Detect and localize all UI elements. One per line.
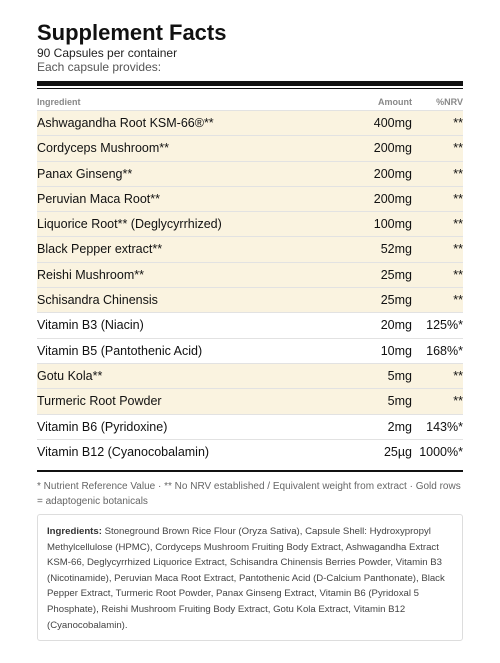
amount-cell: 25mg — [380, 267, 412, 282]
amount-cell: 25µg — [383, 444, 412, 459]
amount-cell: 200mg — [373, 191, 412, 206]
ingredient-cell: Vitamin B5 (Pantothenic Acid) — [37, 343, 203, 358]
nrv-cell: ** — [453, 191, 463, 206]
nrv-cell: 1000%* — [419, 444, 463, 459]
amount-cell: 5mg — [387, 368, 412, 383]
amount-cell: 200mg — [373, 141, 412, 156]
nrv-cell: 168%* — [426, 343, 463, 358]
nrv-cell: ** — [453, 166, 463, 181]
ingredient-cell: Panax Ginseng** — [37, 166, 133, 181]
amount-cell: 52mg — [380, 242, 412, 257]
nrv-cell: 125%* — [426, 318, 463, 333]
thick-divider — [37, 81, 463, 86]
ingredient-cell: Gotu Kola** — [37, 368, 103, 383]
amount-cell: 100mg — [373, 217, 412, 232]
table-header — [37, 94, 463, 110]
amount-cell: 2mg — [387, 419, 412, 434]
ingredient-cell: Liquorice Root** (Deglycyrrhized) — [37, 217, 222, 232]
nrv-cell: ** — [453, 368, 463, 383]
table-row — [37, 338, 463, 363]
table-row — [37, 135, 463, 160]
amount-cell: 5mg — [387, 394, 412, 409]
nrv-cell: 143%* — [426, 419, 463, 434]
amount-cell: 25mg — [380, 293, 412, 308]
column-header-amount: Amount — [378, 97, 412, 107]
ingredient-cell: Black Pepper extract** — [37, 242, 163, 257]
ingredient-cell: Ashwagandha Root KSM-66®** — [37, 116, 214, 130]
table-row — [37, 363, 463, 388]
table-row — [37, 211, 463, 236]
amount-cell: 20mg — [380, 318, 412, 333]
table-row — [37, 161, 463, 186]
amount-cell: 400mg — [373, 116, 412, 130]
ingredient-cell: Vitamin B6 (Pyridoxine) — [37, 419, 168, 434]
servings-per-container: 90 Capsules per container — [37, 46, 178, 60]
table-row — [37, 439, 463, 464]
table-row — [37, 388, 463, 413]
nrv-cell: ** — [453, 267, 463, 282]
nrv-cell: ** — [453, 217, 463, 232]
table-row — [37, 414, 463, 439]
table-row — [37, 110, 463, 135]
bottom-divider — [37, 470, 463, 472]
ingredient-cell: Vitamin B12 (Cyanocobalamin) — [37, 444, 210, 459]
ingredients-text: Stoneground Brown Rice Flour (Oryza Sativa), Capsule Shell: Hydroxypropyl Methylcellulose (HPMC), Cordyceps Mushroom Fruiting Body Extract, Ashwagandha Extract KSM-66, Deglycyrrhized Liquorice Extract, Schisandra Chinensis Berries Powder, Vitamin B3 (Nicotinamide), Peruvian Maca Root Extract, Pantothenic Acid (D-Calcium Panthonate), Black Pepper Extract, Turmeric Root Powder, Panax Ginseng Extract, Vitamin B6 (Pyridoxal 5 Phosphate), Reishi Mushroom Fruiting Body Extract, Gotu Kola Extract, Vitamin B12 (Cyanocobalamin). — [47, 526, 445, 631]
table-row — [37, 186, 463, 211]
table-row — [37, 236, 463, 261]
ingredient-cell: Reishi Mushroom** — [37, 267, 144, 282]
ingredients-box — [37, 514, 463, 641]
ingredient-cell: Cordyceps Mushroom** — [37, 141, 169, 156]
nutrient-table — [37, 110, 463, 464]
nrv-cell: ** — [453, 242, 463, 257]
ingredient-cell: Peruvian Maca Root** — [37, 191, 160, 206]
amount-cell: 10mg — [380, 343, 412, 358]
table-row — [37, 262, 463, 287]
column-header-ingredient: Ingredient — [37, 97, 81, 107]
thin-divider — [37, 88, 463, 89]
ingredient-cell: Schisandra Chinensis — [37, 293, 158, 308]
ingredients-label: Ingredients: — [47, 526, 102, 537]
table-row — [37, 312, 463, 337]
nrv-cell: ** — [453, 141, 463, 156]
table-row — [37, 287, 463, 312]
nrv-cell: ** — [453, 116, 463, 130]
page-title: Supplement Facts — [37, 20, 227, 45]
nrv-cell: ** — [453, 394, 463, 409]
amount-cell: 200mg — [373, 166, 412, 181]
footnotes: * Nutrient Reference Value · ** No NRV established / Equivalent weight from extract · Gold rows = adaptogenic botanicals — [37, 481, 461, 507]
ingredient-cell: Vitamin B3 (Niacin) — [37, 318, 144, 333]
column-header-nrv: %NRV — [436, 97, 463, 107]
nrv-cell: ** — [453, 293, 463, 308]
ingredient-cell: Turmeric Root Powder — [37, 394, 162, 409]
serving-description: Each capsule provides: — [37, 60, 162, 74]
